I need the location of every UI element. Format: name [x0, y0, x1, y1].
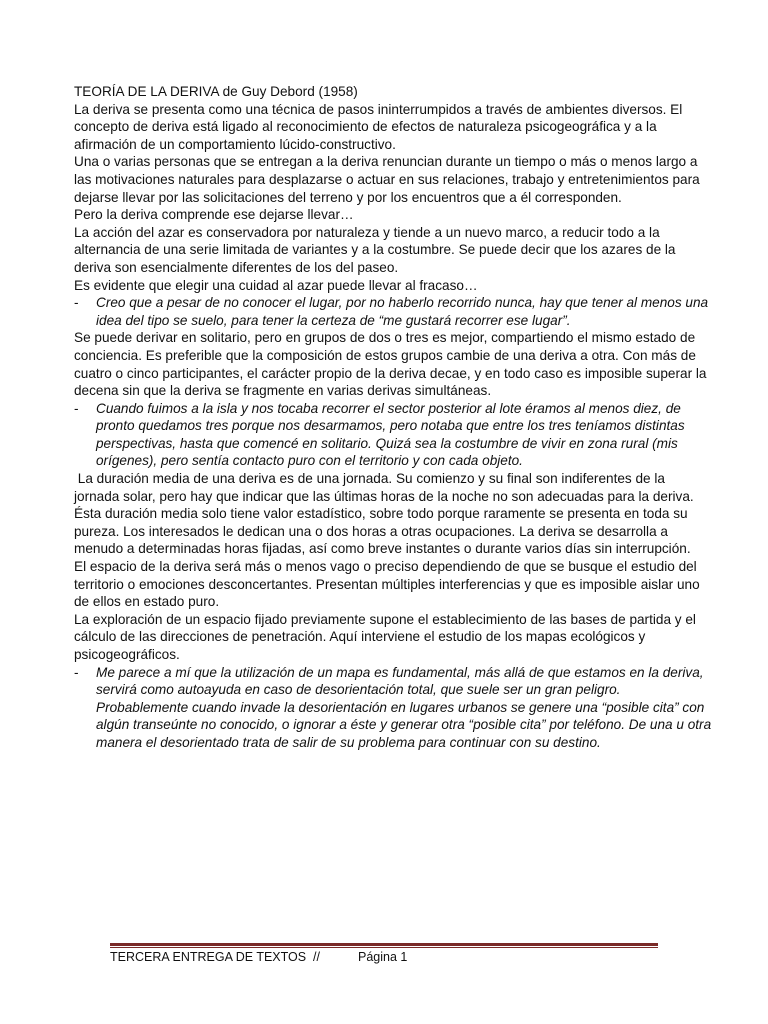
paragraph: La exploración de un espacio fijado previamente supone el establecimiento de las bases de partida y el cálculo de las direcciones de penetración. Aquí interviene el estudio de los mapas ecológicos y psicogeográficos.	[74, 611, 696, 662]
footer-divider-thin	[110, 947, 658, 948]
bullet-item	[74, 664, 714, 752]
paragraph: El espacio de la deriva será más o menos vago o preciso dependiendo de que se busque el estudio del territorio o emociones desconcertantes. Presentan múltiples interferencias y que es imposible aislar uno de ellos en estado puro.	[74, 559, 700, 610]
paragraph: Se puede derivar en solitario, pero en grupos de dos o tres es mejor, compartiendo el mismo estado de conciencia. Es preferible que la composición de estos grupos cambie de una deriva a otra. Con más de cuatro o cinco participantes, el carácter propio de la deriva decae, y en todo caso es imposible superar la decena sin que la deriva se fragmente en varias derivas simultáneas.	[74, 330, 707, 399]
page-number: Página 1	[358, 950, 408, 964]
paragraph: Es evidente que elegir una cuidad al azar puede llevar al fracaso…	[74, 277, 478, 293]
bullet-marker: -	[74, 295, 79, 311]
footer-text: TERCERA ENTREGA DE TEXTOS //	[110, 950, 321, 964]
footer-divider-thick	[110, 943, 658, 946]
paragraph: Ésta duración media solo tiene valor estadístico, sobre todo porque raramente se presenta en toda su pureza. Los interesados le dedican una o dos horas a otras ocupaciones. La deriva se desarrolla a menudo a determinadas horas fijadas, así como breve instantes o durante varios días sin interrupción.	[74, 506, 691, 557]
paragraph: La duración media de una deriva es de una jornada. Su comienzo y su final son indiferentes de la jornada solar, pero hay que indicar que las últimas horas de la noche no son adecuadas para la deriva.	[74, 471, 694, 504]
paragraph: La acción del azar es conservadora por naturaleza y tiende a un nuevo marco, a reducir todo a la alternancia de una serie limitada de variantes y a la costumbre. Se puede decir que los azares de la deriva son esencialmente diferentes de los del paseo.	[74, 224, 676, 275]
bullet-item	[74, 400, 714, 470]
bullet-text: Me parece a mí que la utilización de un mapa es fundamental, más allá de que estamos en la deriva, servirá como autoayuda en caso de desorientación total, que suele ser un gran peligro. Probablemente cuando invade la desorientación en lugares urbanos se genere una “posible cita” con algún transeúnte no conocido, o ignorar a éste y generar otra “posible cita” por teléfono. De una u otra manera el desorientado trata de salir de su problema para continuar con su destino.	[96, 664, 712, 750]
document-title: TEORÍA DE LA DERIVA de Guy Debord (1958)	[74, 84, 358, 99]
footer-divider	[110, 943, 658, 948]
bullet-item	[74, 294, 714, 329]
page-footer	[110, 950, 407, 964]
bullet-marker: -	[74, 664, 79, 680]
bullet-text: Creo que a pesar de no conocer el lugar, por no haberlo recorrido nunca, hay que tener al menos una idea del tipo se suelo, para tener la certeza de “me gustará recorrer ese lugar”.	[96, 295, 709, 328]
paragraph: Pero la deriva comprende ese dejarse llevar…	[74, 207, 354, 223]
document-body	[74, 83, 714, 752]
bullet-text: Cuando fuimos a la isla y nos tocaba recorrer el sector posterior al lote éramos al menos diez, de pronto quedamos tres porque nos desarmamos, pero notaba que entre los tres teníamos distintas perspectivas, hasta que comencé en solitario. Quizá sea la costumbre de vivir en zona rural (mis orígenes), pero sentía contacto puro con el territorio y con cada objeto.	[96, 400, 685, 469]
bullet-marker: -	[74, 400, 79, 416]
paragraph: La deriva se presenta como una técnica de pasos ininterrumpidos a través de ambientes diversos. El concepto de deriva está ligado al reconocimiento de efectos de naturaleza psicogeográfica y a la afirmación de un comportamiento lúcido-constructivo.	[74, 101, 683, 152]
paragraph: Una o varias personas que se entregan a la deriva renuncian durante un tiempo o más o menos largo a las motivaciones naturales para desplazarse o actuar en sus relaciones, trabajo y entretenimientos para dejarse llevar por las solicitaciones del terreno y por los encuentros que a él corresponden.	[74, 154, 700, 205]
